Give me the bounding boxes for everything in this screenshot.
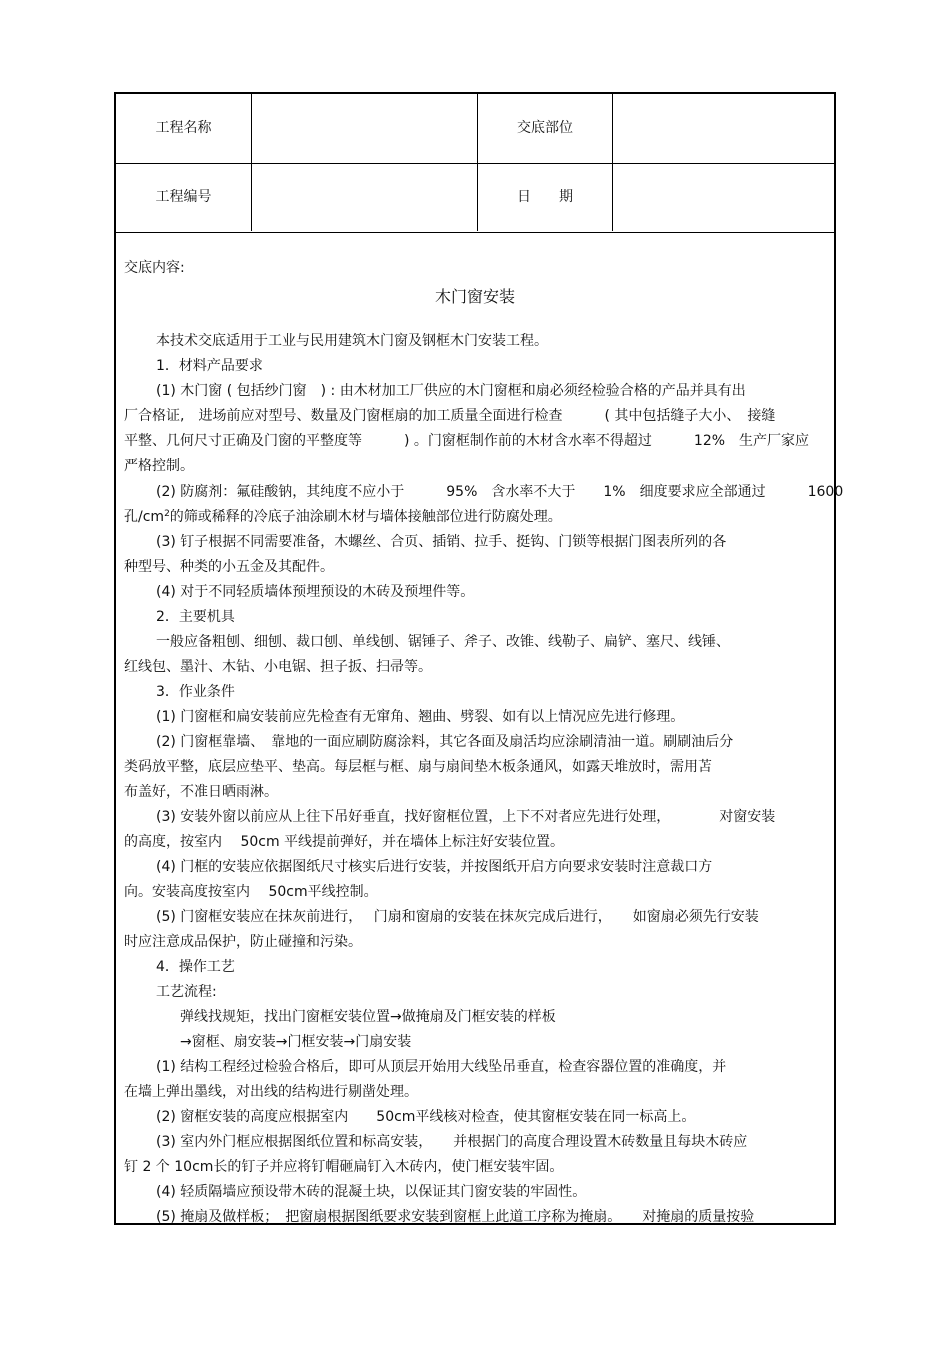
body-line: 工艺流程:	[156, 984, 217, 1000]
body-line: (3) 室内外门框应根据图纸位置和标高安装， 并根据门的高度合理设置木砖数量且每块木砖应	[156, 1134, 748, 1150]
body-line: (3) 钉子根据不同需要准备，木螺丝、合页、插销、拉手、挺钩、门锁等根据门图表所列的各	[156, 534, 727, 550]
project-name-value[interactable]	[252, 94, 477, 163]
body-line: (4) 对于不同轻质墙体预埋预设的木砖及预埋件等。	[156, 584, 475, 600]
process-flow: 弹线找规矩，找出门窗框安装位置→做掩扇及门框安装的样板	[180, 1009, 556, 1025]
body-line: 厂合格证, 进场前应对型号、数量及门窗框扇的加工质量全面进行检查 ( 其中包括缝子大小、 接缝	[124, 408, 776, 424]
body-line: 一般应备粗刨、细刨、裁口刨、单线刨、锯锤子、斧子、改锥、线勒子、扁铲、塞尺、线锤、	[156, 634, 730, 650]
section-heading: 4．操作工艺	[156, 959, 235, 975]
body-line: 本技术交底适用于工业与民用建筑木门窗及钢框木门安装工程。	[156, 333, 548, 349]
body-line: 类码放平整，底层应垫平、垫高。每层框与框、扇与扇间垫木板条通风，如露天堆放时，需用苫	[124, 759, 712, 775]
body-line: (5) 掩扇及做样板； 把窗扇根据图纸要求安装到窗框上此道工序称为掩扇。 对掩扇的质量按验	[156, 1209, 755, 1225]
body-line: (3) 安装外窗以前应从上往下吊好垂直，找好窗框位置，上下不对者应先进行处理， 对窗安装	[156, 809, 776, 825]
sieve-unit: 孔/cm	[124, 509, 165, 525]
handover-part-value[interactable]	[613, 94, 834, 163]
body-text: 的筛或稀释的冷底子油涂刷木材与墙体接触部位进行防腐处理。	[169, 509, 562, 525]
body-line	[124, 507, 562, 527]
body-line: 的高度，按室内 50cm 平线提前弹好，并在墙体上标注好安装位置。	[124, 834, 565, 850]
body-line: 种型号、种类的小五金及其配件。	[124, 559, 334, 575]
body-line: (1) 门窗框和扁安装前应先检查有无窜角、翘曲、劈裂、如有以上情况应先进行修理。	[156, 709, 685, 725]
section-heading: 2．主要机具	[156, 609, 235, 625]
body-line: 布盖好，不准日晒雨淋。	[124, 784, 278, 800]
body-line: (2) 门窗框靠墙、 靠地的一面应刷防腐涂料，其它各面及扇活均应涂刷清油一道。刷刷油后分	[156, 734, 734, 750]
body-line: 向。安装高度按室内 50cm平线控制。	[124, 884, 378, 900]
body-line: 在墙上弹出墨线，对出线的结构进行剔凿处理。	[124, 1084, 418, 1100]
project-no-label: 工程编号	[155, 189, 212, 205]
header-row-2	[116, 163, 834, 233]
section-heading: 1．材料产品要求	[156, 358, 263, 374]
handover-part-label: 交底部位	[517, 120, 573, 136]
sieve-unit-exponent: 2	[164, 509, 170, 519]
date-label: 日 期	[517, 189, 573, 205]
section-heading: 3．作业条件	[156, 684, 235, 700]
body-line: 钉 2 个 10cm长的钉子并应将钉帽砸扁钉入木砖内，使门框安装牢固。	[124, 1159, 564, 1175]
project-name-label: 工程名称	[155, 120, 212, 136]
body-line: (1) 结构工程经过检验合格后，即可从顶层开始用大线坠吊垂直，检查容器位置的准确度，并	[156, 1059, 727, 1075]
body-line: (1) 木门窗 ( 包括纱门窗 ) : 由木材加工厂供应的木门窗框和扇必须经检验合格的产品并具有出	[156, 383, 746, 399]
header-row-1	[116, 94, 834, 164]
process-flow: →窗框、扇安装→门框安装→门扇安装	[180, 1034, 412, 1050]
date-value[interactable]	[613, 163, 834, 232]
body-line: (2) 窗框安装的高度应根据室内 50cm平线核对检查，使其窗框安装在同一标高上。	[156, 1109, 696, 1125]
document-title: 木门窗安装	[434, 287, 515, 306]
body-line: 平整、几何尺寸正确及门窗的平整度等 ) 。门窗框制作前的木材含水率不得超过 12% 生产厂家应	[124, 433, 810, 449]
handover-sheet	[114, 92, 844, 1225]
body-line: 红线包、墨汁、木钻、小电锯、担子扳、扫帚等。	[124, 659, 432, 675]
body-line: (2) 防腐剂：氟硅酸钠，其纯度不应小于 95% 含水率不大于 1% 细度要求应全部通过 1600	[156, 484, 844, 500]
project-no-value[interactable]	[252, 163, 477, 232]
body-line: 严格控制。	[124, 458, 194, 474]
body-line: 时应注意成品保护，防止碰撞和污染。	[124, 934, 362, 950]
body-line: (5) 门窗框安装应在抹灰前进行， 门扇和窗扇的安装在抹灰完成后进行， 如窗扇必须先行安装	[156, 909, 759, 925]
content-label: 交底内容:	[124, 260, 185, 276]
body-line: (4) 门框的安装应依据图纸尺寸核实后进行安装，并按图纸开启方向要求安装时注意裁口方	[156, 859, 713, 875]
body-line: (4) 轻质隔墙应预设带木砖的混凝土块，以保证其门窗安装的牢固性。	[156, 1184, 587, 1200]
